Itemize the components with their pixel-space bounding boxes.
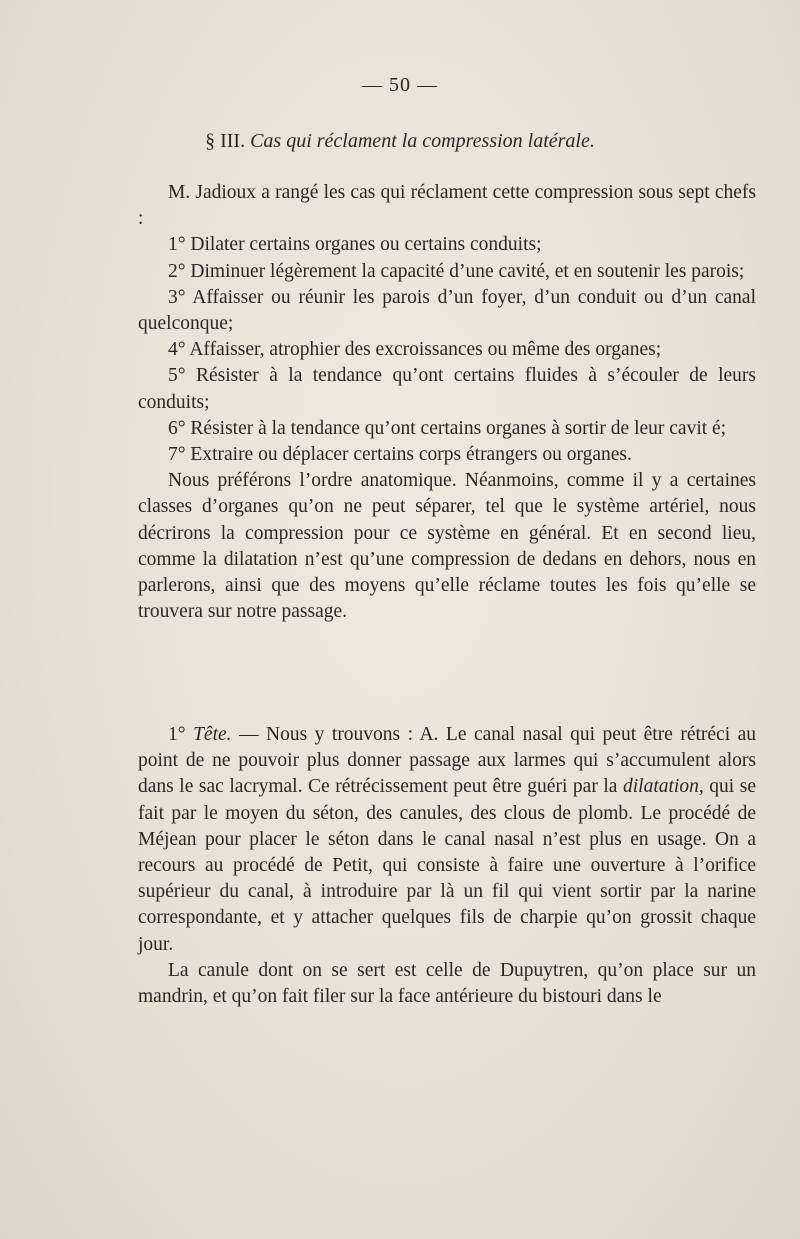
chef-item-1: 1° Dilater certains organes ou certains conduits;	[168, 234, 542, 256]
chef-item-4: 4° Affaisser, atrophier des excroissances ou même des organes;	[168, 339, 662, 361]
tete-text-b: , qui se fait par le moyen du séton, des canules, des clous de plomb. Le procédé de Méjean pour placer le séton dans le canal nasal n’est plus en usage. On a recours au procédé de Petit, qui consiste à faire une ouverture à l’orifice supérieur du canal, à introduire par là un fil qui vient sortir par la narine correspondante, et y attacher quelques fils de charpie qu’on grossit chaque jour.	[138, 776, 757, 955]
tete-paragraph	[138, 722, 756, 958]
chef-item-5: 5° Résister à la tendance qu’ont certains fluides à s’écouler de leurs conduits;	[138, 365, 756, 413]
intro-paragraph: M. Jadioux a rangé les cas qui réclament cette compression sous sept chefs :	[138, 182, 756, 230]
order-paragraph: Nous préférons l’ordre anatomique. Néanmoins, comme il y a certaines classes d’organes qu’on ne peut séparer, tel que le système artériel, nous décrirons la compression pour ce système en général. Et en second lieu, comme la dilatation n’est qu’une compression de dedans en dehors, nous en parlerons, ainsi que des moyens qu’elle réclame toutes les fois qu’elle se trouvera sur notre passage.	[138, 470, 756, 623]
section-heading	[0, 130, 800, 153]
text-block-tete	[138, 722, 756, 1010]
tete-label: Tête.	[193, 724, 232, 745]
chef-item-7: 7° Extraire ou déplacer certains corps étrangers ou organes.	[168, 444, 632, 466]
tete-number: 1°	[168, 724, 186, 745]
text-block-intro	[138, 180, 756, 625]
section-number: § III.	[205, 130, 246, 152]
canule-paragraph: La canule dont on se sert est celle de Dupuytren, qu’on place sur un mandrin, et qu’on fait filer sur la face antérieure du bistouri dans le	[138, 959, 756, 1008]
page-number: — 50 —	[362, 74, 438, 96]
chef-item-3: 3° Affaisser ou réunir les parois d’un foyer, d’un conduit ou d’un canal quelconque;	[138, 286, 756, 335]
dilatation-term: dilatation	[623, 776, 699, 798]
section-title: Cas qui réclament la compression latérale.	[250, 130, 595, 152]
chef-item-2: 2° Diminuer légèrement la capacité d’une cavité, et en soutenir les parois;	[168, 260, 745, 282]
tete-text-a: — Nous y trouvons : A. Le canal nasal qui peut être rétréci au point de ne pouvoir plus donner passage aux larmes qui s’accumulent alors dans le sac lacrymal. Ce rétrécissement peut être guéri par la	[138, 724, 757, 798]
chef-item-6: 6° Résister à la tendance qu’ont certains organes à sortir de leur cavit é;	[168, 417, 727, 439]
